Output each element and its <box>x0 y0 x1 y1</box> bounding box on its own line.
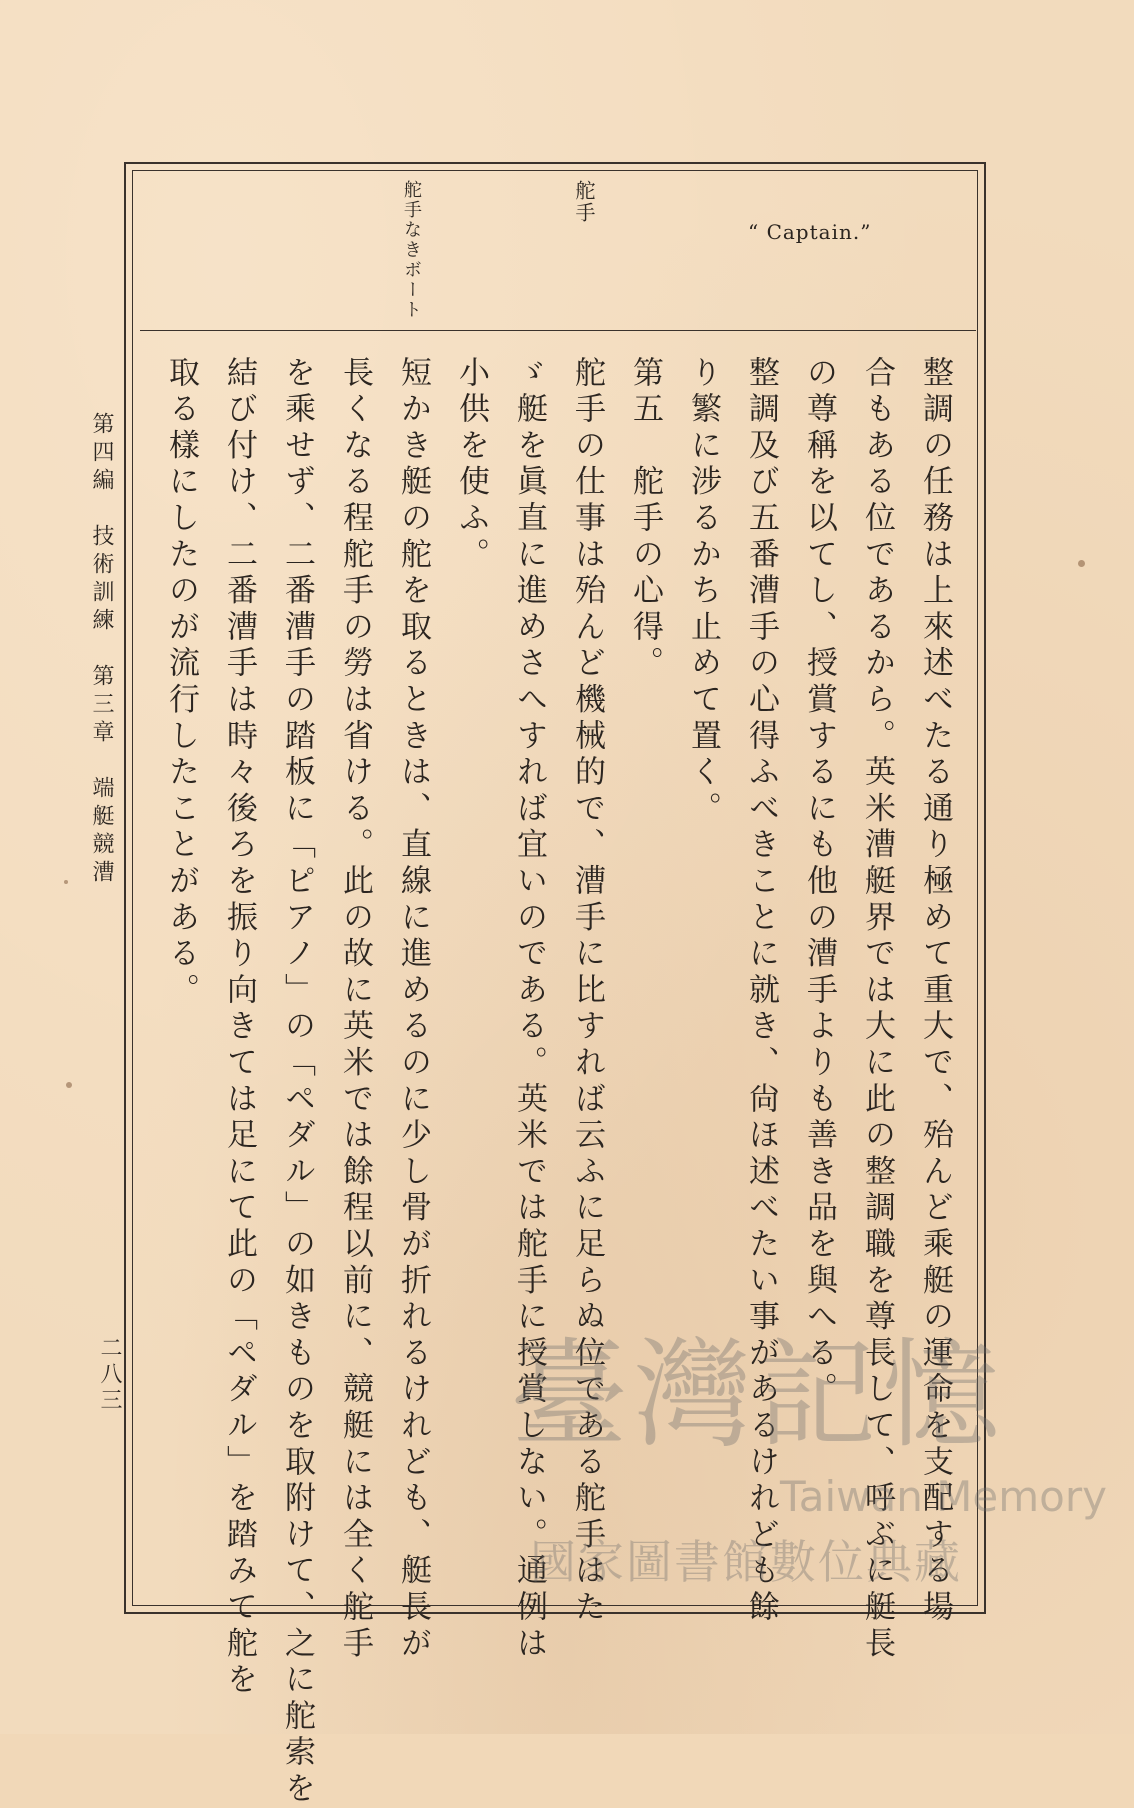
watermark-subtitle: 國家圖書館數位典藏 <box>530 1535 962 1589</box>
body-column: 整調及び五番漕手の心得ふべきことに就き、尙ほ述べたい事があるけれども餘 <box>743 356 779 1627</box>
margin-note-boat-without-cox: 舵手なきボート <box>401 180 422 320</box>
body-column: 合もある位であるから。英米漕艇界では大に此の整調職を尊長して、呼ぶに艇長 <box>859 356 895 1663</box>
page-number: 二八三 <box>97 1336 122 1414</box>
paper-spot <box>64 880 68 884</box>
text-frame-inner <box>132 170 978 1606</box>
body-column: 小供を使ふ。 <box>453 356 489 574</box>
body-column: 短かき艇の舵を取るときは、直線に進めるのに少し骨が折れるけれども、艇長が <box>395 356 431 1663</box>
section-heading: 第五 舵手の心得。 <box>627 356 663 683</box>
body-column: ゞ艇を眞直に進めさへすれば宜いのである。英米では舵手に授賞しない。通例は <box>511 356 547 1663</box>
body-column: の尊稱を以てし、授賞するにも他の漕手よりも善き品を與へる。 <box>801 356 837 1409</box>
body-column: り繁に涉るかち止めて置く。 <box>685 356 721 828</box>
paper-spot <box>66 1082 72 1088</box>
body-column: 取る樣にしたのが流行したことがある。 <box>163 356 199 1010</box>
watermark-title: 臺灣記憶 <box>510 1326 1007 1464</box>
body-column: 長くなる程舵手の勞は省ける。此の故に英米では餘程以前に、競艇には全く舵手 <box>337 356 373 1663</box>
watermark-english: Taiwan Memory <box>780 1472 1107 1521</box>
body-column: を乘せず、二番漕手の踏板に「ピアノ」の「ペダル」の如きものを取附けて、之に舵索を <box>279 356 315 1808</box>
body-column: 整調の任務は上來述べたる通り極めて重大で、殆んど乘艇の運命を支配する場 <box>917 356 953 1627</box>
paper-spot <box>1078 560 1085 567</box>
margin-divider <box>140 330 976 331</box>
running-head: 第四編 技術訓練 第三章 端艇競漕 <box>89 412 114 888</box>
body-column: 結び付け、二番漕手は時々後ろを振り向きては足にて此の「ペダル」を踏みて舵を <box>221 356 257 1700</box>
margin-note-cox: 舵手 <box>572 180 596 224</box>
margin-note-captain: “ Captain.” <box>748 220 872 244</box>
body-column: 舵手の仕事は殆んど機械的で、漕手に比すれば云ふに足らぬ位である舵手はた <box>569 356 605 1627</box>
